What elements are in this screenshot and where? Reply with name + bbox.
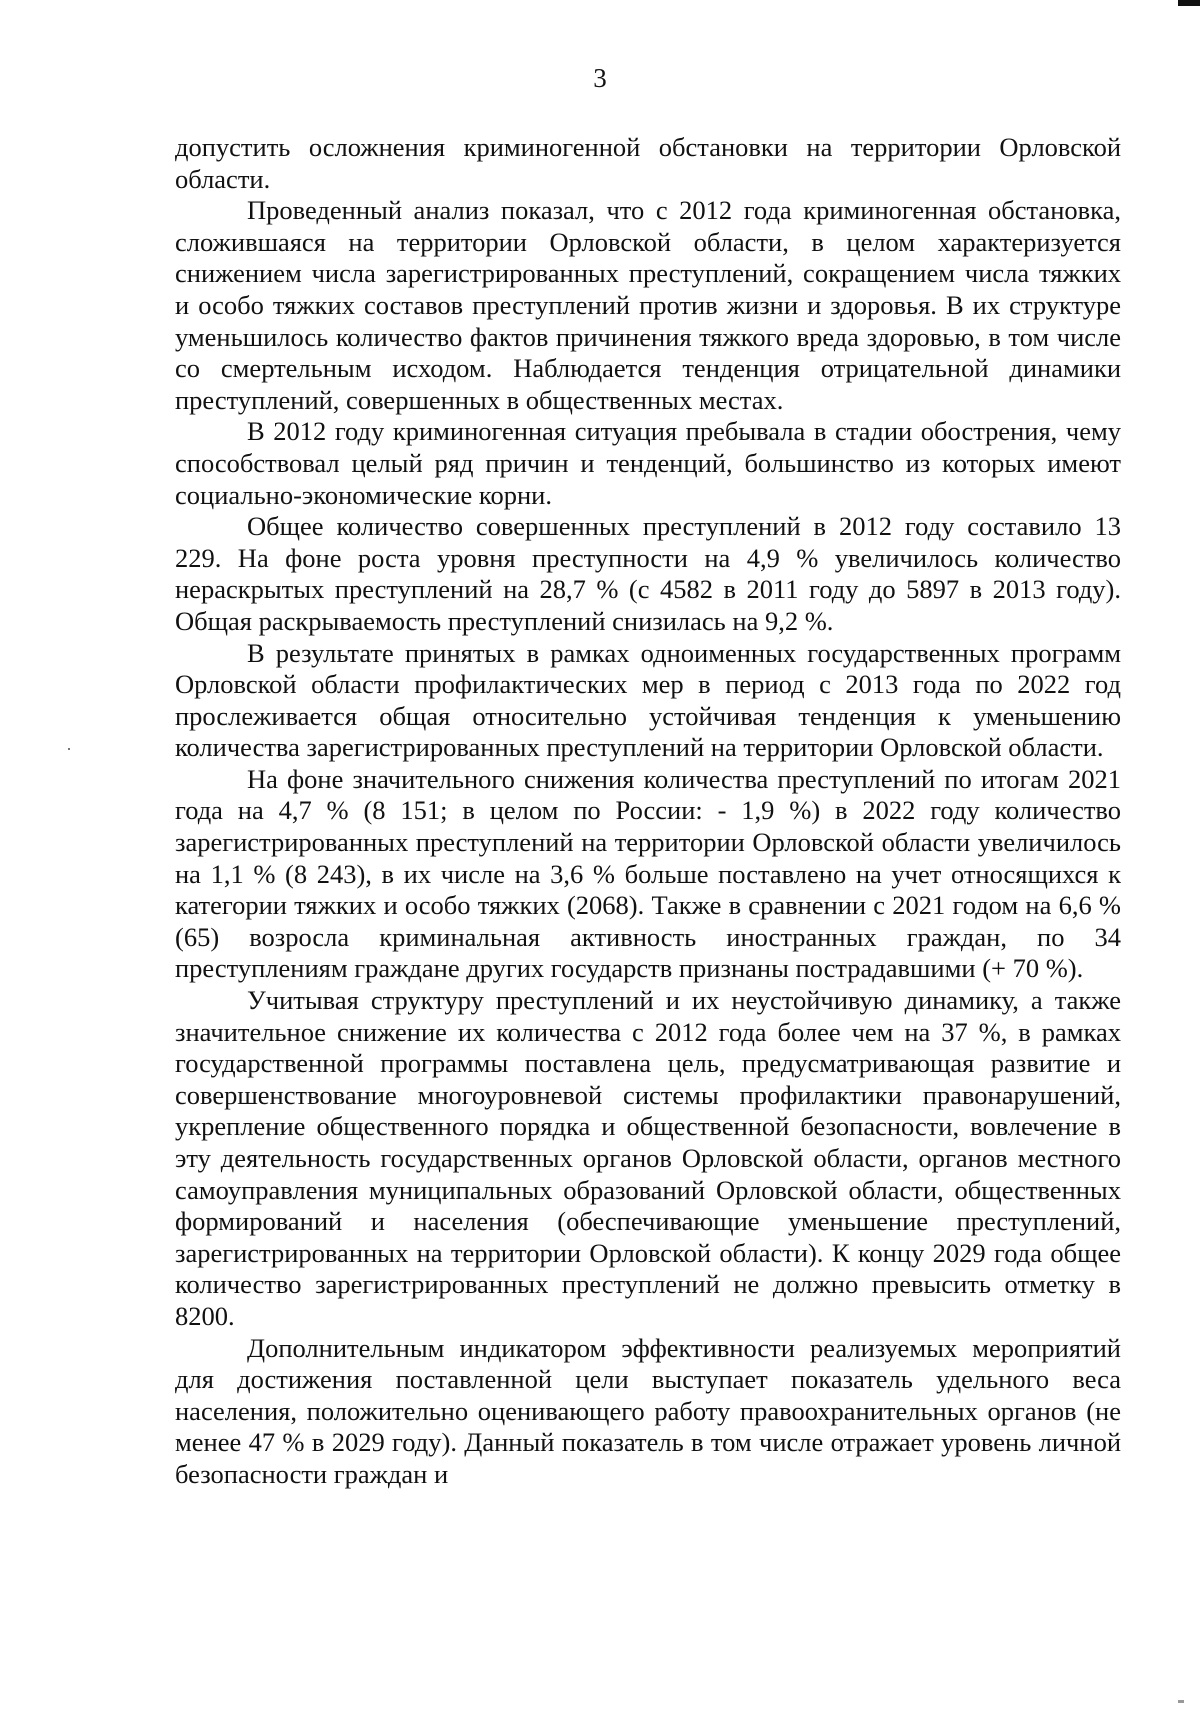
paragraph-2012-situation: В 2012 году криминогенная ситуация пребывала в стадии обострения, чему способствовал целый ряд причин и тенденций, большинство из которых имеют социально-экономические корни. [175,416,1121,510]
paragraph-additional-indicator: Дополнительным индикатором эффективности реализуемых мероприятий для достижения поставленной цели выступает показатель удельного веса населения, положительно оценивающего работу правоохранительных органов (не менее 47 % в 2029 году). Данный показатель в том числе отражает уровень личной безопасности граждан и [175,1332,1121,1489]
paragraph-program-goal: Учитывая структуру преступлений и их неустойчивую динамику, а также значительное снижение их количества с 2012 года более чем на 37 %, в рамках государственной программы поставлена цель, предусматривающая развитие и совершенствование многоуровневой системы профилактики правонарушений, укрепление общественного порядка и общественной безопасности, вовлечение в эту деятельность государственных органов Орловской области, органов местного самоуправления муниципальных образований Орловской области, общественных формирований и населения (обеспечивающие уменьшение преступлений, зарегистрированных на территории Орловской области). К концу 2029 года общее количество зарегистрированных преступлений не должно превысить отметку в 8200. [175,985,1121,1331]
scan-corner-mark [1178,0,1200,6]
scan-artifact-mark [1178,1700,1184,1703]
scan-artifact-dot [68,748,70,750]
page-number: 3 [593,63,607,93]
paragraph-programs-result: В результате принятых в рамках одноименных государственных программ Орловской области профилактических мер в период с 2013 года по 2022 год прослеживается общая относительно устойчивая тенденция к уменьшению количества зарегистрированных преступлений на территории Орловской области. [175,637,1121,763]
document-body [175,132,1121,1491]
paragraph-2012-totals: Общее количество совершенных преступлений в 2012 году составило 13 229. На фоне роста уровня преступности на 4,9 % увеличилось количество нераскрытых преступлений на 28,7 % (с 4582 в 2011 году до 5897 в 2013 году). Общая раскрываемость преступлений снизилась на 9,2 %. [175,511,1121,636]
paragraph-2021-2022-dynamics: На фоне значительного снижения количества преступлений по итогам 2021 года на 4,7 % (8 151; в целом по России: - 1,9 %) в 2022 году количество зарегистрированных преступлений на территории Орловской области увеличилось на 1,1 % (8 243), в их числе на 3,6 % больше поставлено на учет относящихся к категории тяжких и особо тяжких (2068). Также в сравнении с 2021 годом на 6,6 % (65) возросла криминальная активность иностранных граждан, по 34 преступлениям граждане других государств признаны пострадавшими (+ 70 %). [175,763,1121,984]
paragraph-analysis: Проведенный анализ показал, что с 2012 года криминогенная обстановка, сложившаяся на территории Орловской области, в целом характеризуется снижением числа зарегистрированных преступлений, сокращением числа тяжких и особо тяжких составов преступлений против жизни и здоровья. В их структуре уменьшилось количество фактов причинения тяжкого вреда здоровью, в том числе со смертельным исходом. Наблюдается тенденция отрицательной динамики преступлений, совершенных в общественных местах. [175,195,1121,415]
paragraph-continuation: допустить осложнения криминогенной обстановки на территории Орловской области. [175,132,1121,194]
